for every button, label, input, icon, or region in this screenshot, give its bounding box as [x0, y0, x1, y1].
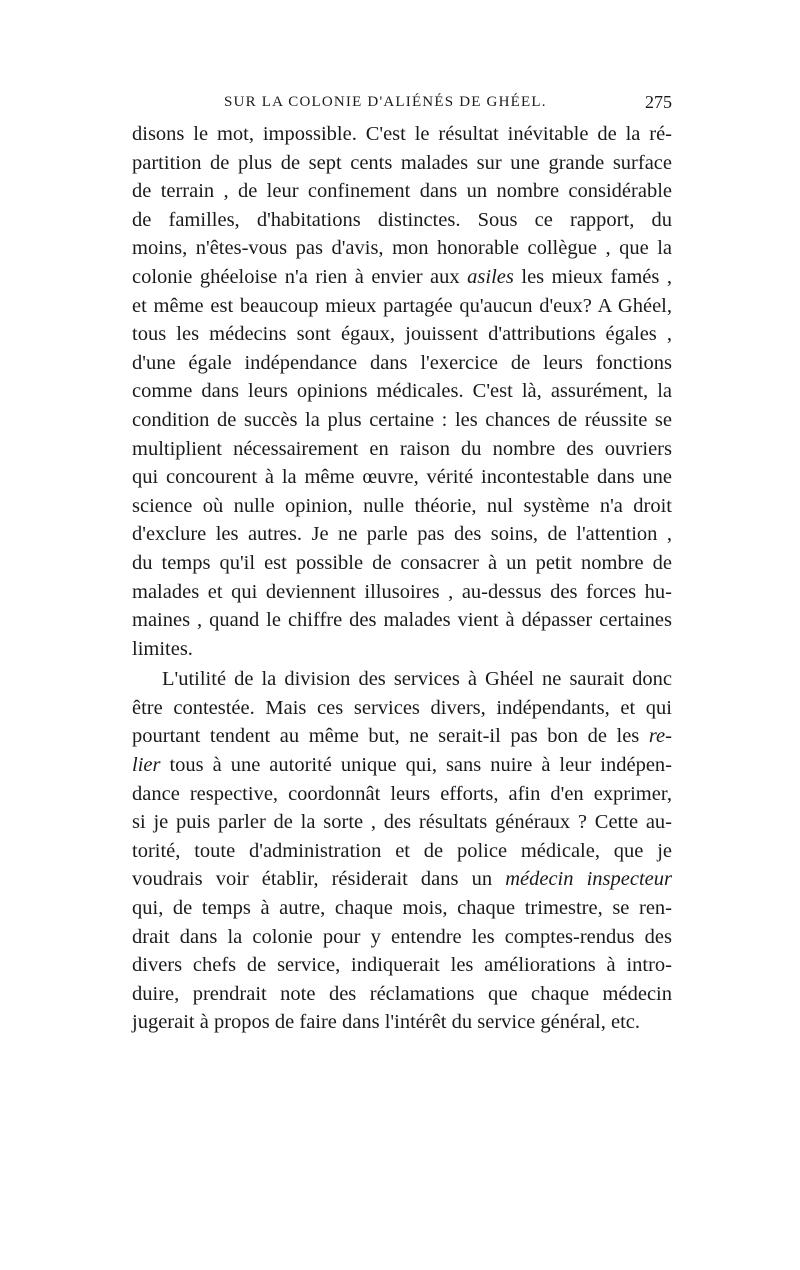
text-line: du temps qu'il est possible de consacrer à un petit nombre de: [132, 551, 672, 574]
text-segment: les mieux famés ,: [513, 265, 672, 288]
running-title: SUR LA COLONIE D'ALIÉNÉS DE GHÉEL.: [224, 94, 547, 110]
body-text: [132, 120, 672, 1037]
text-segment: pourtant tendent au même but, ne serait-il pas bon de les: [132, 725, 649, 748]
page-number: 275: [645, 92, 672, 112]
text-line: moins, n'êtes-vous pas d'avis, mon honorable collègue , que la: [132, 237, 672, 260]
text-line: être contestée. Mais ces services divers, indépendants, et qui: [132, 696, 672, 719]
paragraph-1: [132, 120, 672, 663]
text-line: comme dans leurs opinions médicales. C'est là, assurément, la: [132, 380, 672, 403]
text-line: disons le mot, impossible. C'est le résultat inévitable de la ré-: [132, 123, 672, 145]
text-line: malades et qui deviennent illusoires , au-dessus des forces hu-: [132, 580, 672, 603]
text-line: de familles, d'habitations distinctes. Sous ce rapport, du: [132, 208, 672, 231]
text-line: partition de plus de sept cents malades sur une grande surface: [132, 151, 672, 174]
text-line: et même est beaucoup mieux partagée qu'aucun d'eux? A Ghéel,: [132, 294, 672, 317]
text-line: jugerait à propos de faire dans l'intérêt du service général, etc.: [132, 1011, 640, 1034]
text-line: science où nulle opinion, nulle théorie, nul système n'a droit: [132, 494, 672, 517]
text-line: condition de succès la plus certaine : les chances de réussite se: [132, 408, 672, 431]
text-line: [132, 263, 672, 292]
text-line: d'une égale indépendance dans l'exercice de leurs fonctions: [132, 351, 672, 374]
text-line: [132, 722, 672, 751]
text-line: [132, 751, 672, 780]
text-line: [132, 865, 672, 894]
italic-term-relier: re-: [648, 725, 672, 748]
book-page: [132, 92, 672, 1037]
paragraph-2: [132, 665, 672, 1037]
text-line: limites.: [132, 637, 193, 660]
text-line: torité, toute d'administration et de police médicale, que je: [132, 839, 672, 862]
text-line: de terrain , de leur confinement dans un nombre considérable: [132, 180, 672, 203]
text-segment: colonie ghéeloise n'a rien à envier aux: [132, 265, 468, 288]
text-line: multiplient nécessairement en raison du nombre des ouvriers: [132, 437, 672, 460]
text-line: si je puis parler de la sorte , des résultats généraux ? Cette au-: [132, 811, 672, 834]
text-line: d'exclure les autres. Je ne parle pas des soins, de l'attention ,: [132, 523, 672, 546]
text-segment: tous à une autorité unique qui, sans nuire à leur indépen-: [160, 754, 672, 777]
text-line: maines , quand le chiffre des malades vient à dépasser certaines: [132, 609, 672, 632]
text-line: dance respective, coordonnât leurs efforts, afin d'en exprimer,: [132, 782, 672, 805]
text-line: duire, prendrait note des réclamations que chaque médecin: [132, 982, 672, 1005]
italic-term-relier: lier: [132, 754, 161, 777]
running-head: [132, 92, 672, 120]
text-line: tous les médecins sont égaux, jouissent d'attributions égales ,: [132, 323, 672, 346]
italic-term-asiles: asiles: [467, 265, 514, 288]
text-line: divers chefs de service, indiquerait les améliorations à intro-: [132, 954, 672, 977]
text-segment: voudrais voir établir, résiderait dans un: [132, 868, 506, 891]
text-line: qui concourent à la même œuvre, vérité incontestable dans une: [132, 466, 672, 489]
text-line: drait dans la colonie pour y entendre les comptes-rendus des: [132, 925, 672, 948]
text-line: qui, de temps à autre, chaque mois, chaque trimestre, se ren-: [132, 897, 672, 920]
text-line: L'utilité de la division des services à Ghéel ne saurait donc: [162, 668, 672, 691]
italic-term-medecin-inspecteur: médecin inspecteur: [505, 868, 672, 891]
